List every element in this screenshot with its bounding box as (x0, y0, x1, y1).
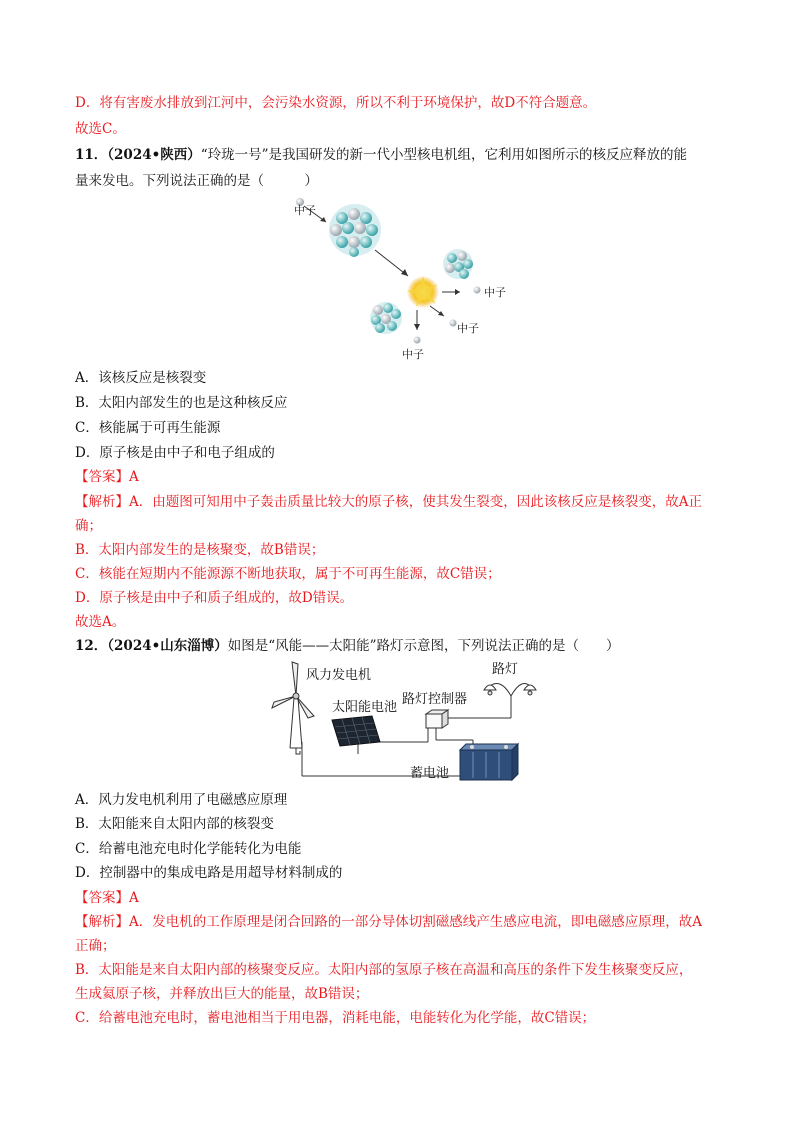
emitted-neutron-down-right (450, 320, 457, 327)
fission-diagram (280, 192, 520, 362)
label-street-lamp: 路灯 (492, 662, 519, 677)
label-neutron-lower-right: 中子 (457, 322, 479, 335)
label-neutron-incoming: 中子 (294, 204, 316, 217)
q11-option-a: A．该核反应是核裂变 (75, 370, 207, 386)
q12-option-d: D．控制器中的集成电路是用超导材料制成的 (75, 865, 343, 881)
large-nucleus (329, 204, 381, 257)
q11-option-b: B．太阳内部发生的也是这种核反应 (75, 395, 288, 411)
q12-option-a: A．风力发电机利用了电磁感应原理 (75, 792, 288, 808)
label-wind-generator: 风力发电机 (306, 668, 372, 683)
q11-final: 故选A。 (75, 614, 126, 630)
fission-svg (280, 192, 520, 362)
emitted-neutron-down (414, 337, 421, 344)
label-solar-cell: 太阳能电池 (332, 700, 398, 715)
street-light-diagram (268, 658, 538, 783)
q12-number: 12．（2024•山东淄博） (75, 638, 228, 654)
q11-number: 11．（2024•陕西） (75, 147, 201, 163)
q11-explanation-3: B．太阳内部发生的是核聚变，故B错误； (75, 542, 325, 558)
q11-option-c: C．核能属于可再生能源 (75, 420, 221, 436)
q12-explanation-1: 【解析】A．发电机的工作原理是闭合回路的一部分导体切割磁感线产生感应电流，即电磁感应原理，故A (75, 914, 702, 930)
q12-option-b: B．太阳能来自太阳内部的核裂变 (75, 816, 274, 832)
label-battery: 蓄电池 (410, 766, 450, 781)
storage-battery (460, 744, 518, 780)
q12-option-c: C．给蓄电池充电时化学能转化为电能 (75, 841, 302, 857)
q12-explanation-4: 生成氦原子核，并释放出巨大的能量，故B错误； (75, 986, 369, 1002)
q12-answer: 【答案】A (75, 890, 139, 906)
q11-answer: 【答案】A (75, 469, 139, 485)
q12-explanation-2: 正确； (75, 938, 116, 954)
controller-box (426, 710, 448, 728)
q11-text: “玲珑一号”是我国研发的新一代小型核电机组，它利用如图所示的核反应释放的能 (200, 147, 688, 163)
q12-stem (75, 637, 620, 655)
q11-explanation-5: D．原子核是由中子和质子组成的，故D错误。 (75, 590, 354, 606)
label-neutron-bottom: 中子 (402, 348, 424, 361)
solar-panel (332, 716, 380, 754)
label-controller: 路灯控制器 (402, 692, 468, 707)
q12-explanation-5: C．给蓄电池充电时，蓄电池相当于用电器，消耗电能，电能转化为化学能，故C错误； (75, 1010, 596, 1026)
prev-option-d-explanation: D．将有害废水排放到江河中，会污染水资源，所以不利于环境保护，故D不符合题意。 (75, 95, 597, 111)
street-lamp (484, 684, 536, 696)
q11-stem (75, 146, 687, 164)
q11-explanation-2: 确； (75, 518, 102, 534)
q12-text: 如图是“风能——太阳能”路灯示意图，下列说法正确的是（ ） (227, 638, 620, 654)
q12-explanation-3: B．太阳能是来自太阳内部的核聚变反应。太阳内部的氢原子核在高温和高压的条件下发生核聚变反应， (75, 962, 693, 978)
label-neutron-right: 中子 (484, 286, 506, 299)
q11-explanation-1: 【解析】A．由题图可知用中子轰击质量比较大的原子核，使其发生裂变，因此该核反应是核裂变，故A正 (75, 494, 702, 510)
fragment-top (443, 249, 473, 279)
q11-option-d: D．原子核是由中子和电子组成的 (75, 445, 275, 461)
emitted-neutron-right (474, 287, 481, 294)
q11-stem-line2: 量来发电。下列说法正确的是（ ） (75, 173, 318, 189)
prev-final-answer: 故选C。 (75, 121, 126, 137)
fragment-bottom (370, 302, 402, 334)
q11-explanation-4: C．核能在短期内不能源源不断地获取，属于不可再生能源，故C错误； (75, 566, 501, 582)
